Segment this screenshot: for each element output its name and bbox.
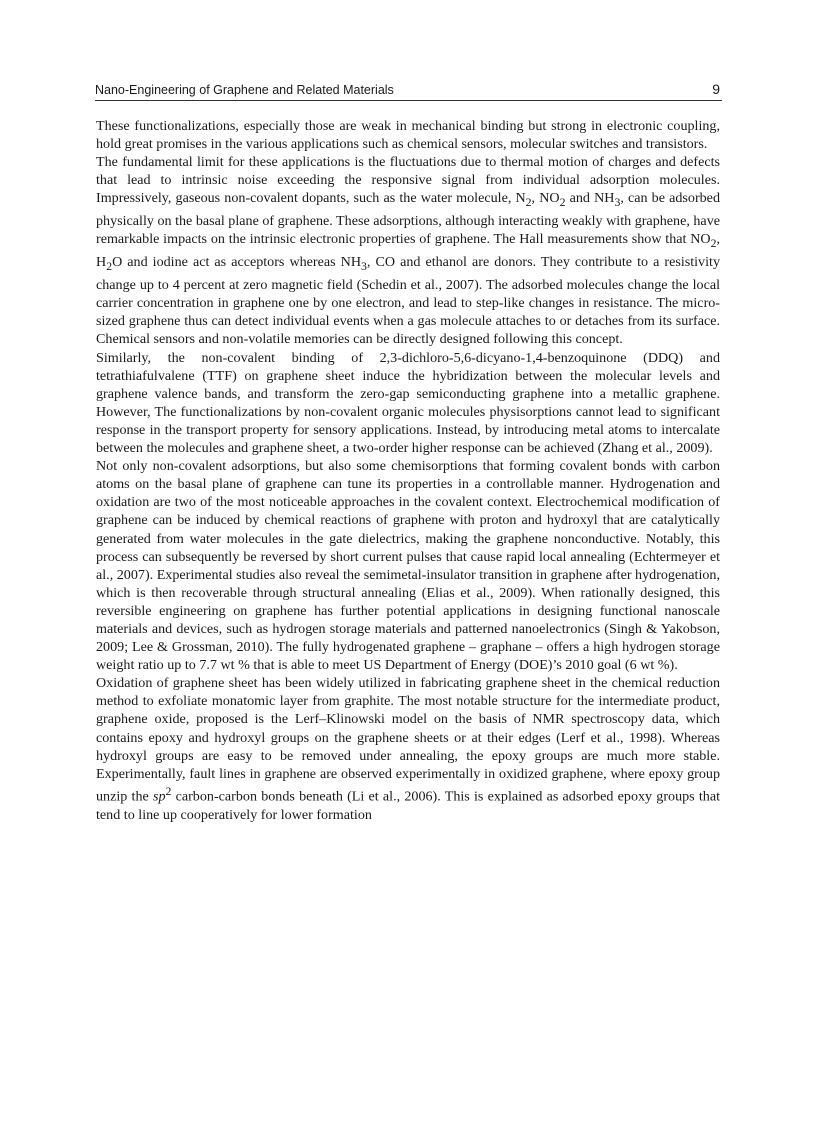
subscript: 3 — [361, 260, 367, 274]
paragraph: The fundamental limit for these applications is the fluctuations due to thermal motion of charges and defects that lead to intrinsic noise exceeding the responsive signal from individual adsorption molecules. Impressively, gaseous non-covalent dopants, such as the water molecule, $N_2$, $NO_2$ and $NH_3$, can be adsorbed physically on the basal plane of graphene. These adsorptions, although interacting weakly with graphene, have remarkable impacts on the intrinsic electronic properties of graphene. The Hall measurements show that $NO_2$, $H_2O$ and iodine act as acceptors whereas $NH_3$, CO and ethanol are donors. They contribute to a resistivity change up to 4 percent at zero magnetic field (Schedin et al., 2007). The adsorbed molecules change the local carrier concentration in graphene one by one electron, and lead to step-like changes in resistance. The micro-sized graphene thus can detect individual events when a gas molecule attaches to or detaches from its surface. Chemical sensors and non-volatile memories can be directly designed following this concept. — [96, 154, 720, 348]
running-header — [95, 80, 722, 101]
running-title: Nano-Engineering of Graphene and Related Materials — [95, 83, 394, 97]
emphasis: sp — [152, 788, 166, 805]
subscript: 2 — [559, 196, 566, 210]
page-body — [96, 117, 720, 824]
page-number: 9 — [712, 81, 720, 97]
subscript: 2 — [106, 260, 113, 274]
superscript: 2 — [165, 784, 172, 798]
paragraph: These functionalizations, especially those are weak in mechanical binding but strong in electronic coupling, hold great promises in the various applications such as chemical sensors, molecular switches and transistors. — [96, 118, 720, 153]
paragraph: Similarly, the non-covalent binding of 2,3-dichloro-5,6-dicyano-1,4-benzoquinone (DDQ) and tetrathiafulvalene (TTF) on graphene sheet induce the hybridization between the molecular levels and graphene valence bands, and transform the zero-gap semiconducting graphene into a metallic graphene. However, The functionalizations by non-covalent organic molecules physisorptions cannot lead to significant response in the transport property for sensory applications. Instead, by introducing metal atoms to intercalate between the molecules and graphene sheet, a two-order higher response can be achieved (Zhang et al., 2009). — [96, 349, 720, 457]
subscript: 2 — [710, 237, 717, 251]
subscript: 2 — [525, 196, 532, 210]
paragraph: Oxidation of graphene sheet has been widely utilized in fabricating graphene sheet in the chemical reduction method to exfoliate monatomic layer from graphite. The most notable structure for the intermediate product, graphene oxide, proposed is the Lerf–Klinowski model on the basis of NMR spectroscopy data, which contains epoxy and hydroxyl groups on the graphene sheets or at their edges (Lerf et al., 1998). Whereas hydroxyl groups are easy to be removed under annealing, the epoxy groups are much more stable. Experimentally, fault lines in graphene are observed experimentally in oxidized graphene, where epoxy group unzip the $sp^2$ carbon-carbon bonds beneath (Li et al., 2006). This is explained as adsorbed epoxy groups that tend to line up cooperatively for lower formation — [96, 675, 721, 823]
paragraph: Not only non-covalent adsorptions, but also some chemisorptions that forming covalent bonds with carbon atoms on the basal plane of graphene can tune its properties in a controllable manner. Hydrogenation and oxidation are two of the most noticeable approaches in the covalent context. Electrochemical modification of graphene can be induced by chemical reactions of graphene with proton and hydroxyl that are catalytically generated from water molecules in the gate dielectrics, making the graphene nonconductive. Notably, this process can subsequently be reversed by short current pulses that cause rapid local annealing (Echtermeyer et al., 2007). Experimental studies also reveal the semimetal-insulator transition in graphene after hydrogenation, which is then recoverable through structural annealing (Elias et al., 2009). When rationally designed, this reversible engineering on graphene has further potential applications in designing functional nanoscale materials and devices, such as hydrogen storage materials and patterned nanoelectronics (Singh & Yakobson, 2009; Lee & Grossman, 2010). The fully hydrogenated graphene – graphane – offers a high hydrogen storage weight ratio up to 7.7 wt % that is able to meet US Department of Energy (DOE)’s 2010 goal (6 wt %). — [96, 458, 720, 674]
subscript: 3 — [614, 196, 621, 210]
